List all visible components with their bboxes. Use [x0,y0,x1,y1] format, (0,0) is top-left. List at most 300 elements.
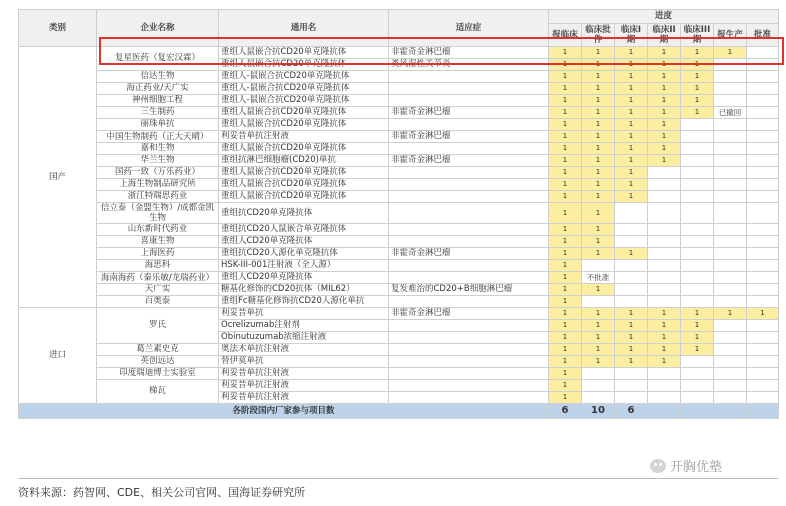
company-cell: 百奥泰 [97,296,219,308]
stage-cell: 1 [648,143,681,155]
stage-cell: 1 [681,308,714,320]
stage-cell [681,260,714,272]
wechat-icon [650,459,666,473]
stage-cell [714,167,747,179]
company-cell: 梯瓦 [97,380,219,404]
stage-cell: 1 [549,272,582,284]
stage-cell: 1 [582,167,615,179]
stage-cell [714,380,747,392]
generic-name-cell: 重组人CD20单克隆抗体 [219,236,389,248]
stage-cell: 1 [615,191,648,203]
stage-cell [681,272,714,284]
stage-cell: 1 [582,203,615,224]
indication-cell: 复发难治的CD20+B细胞淋巴瘤 [389,284,549,296]
stage-cell [747,296,779,308]
stage-cell [648,203,681,224]
stage-cell [615,368,648,380]
indication-cell [389,83,549,95]
indication-cell: 非霍奇金淋巴瘤 [389,155,549,167]
stage-cell [747,71,779,83]
stage-cell [714,284,747,296]
stage-cell [747,380,779,392]
stage-cell: 不批准 [582,272,615,284]
header-company: 企业名称 [97,10,219,47]
stage-cell [714,119,747,131]
stage-cell [648,260,681,272]
table-row [19,260,779,272]
generic-name-cell: 重组人鼠嵌合抗CD20单克隆抗体 [219,47,389,59]
stage-cell [582,380,615,392]
stage-cell [747,320,779,332]
stage-cell [714,248,747,260]
stage-cell [648,224,681,236]
stage-cell: 1 [615,155,648,167]
company-cell: 天广实 [97,284,219,296]
stage-cell [681,392,714,404]
stage-cell [714,191,747,203]
stage-cell: 1 [549,392,582,404]
table-row [19,143,779,155]
total-value [714,404,747,419]
stage-cell: 1 [648,107,681,119]
table-row [19,272,779,284]
generic-name-cell: 替伊莫单抗 [219,356,389,368]
stage-header: 临床III期 [681,24,714,47]
stage-cell [747,284,779,296]
stage-cell [648,380,681,392]
table-row [19,236,779,248]
header-row [19,10,779,24]
stage-cell: 1 [648,95,681,107]
company-cell: 中国生物制药（正大天晴） [97,131,219,143]
stage-cell: 1 [615,356,648,368]
stage-cell [582,392,615,404]
stage-cell: 1 [615,107,648,119]
stage-cell [714,224,747,236]
table-row [19,71,779,83]
stage-cell [747,248,779,260]
category-cell: 国产 [19,47,97,308]
stage-cell: 1 [615,344,648,356]
stage-cell: 1 [549,191,582,203]
company-cell: 神州细胞工程 [97,95,219,107]
table-row [19,248,779,260]
stage-cell [648,368,681,380]
stage-cell: 1 [681,332,714,344]
stage-cell [714,143,747,155]
stage-cell [714,179,747,191]
stage-cell: 1 [582,119,615,131]
company-cell: 三生制药 [97,107,219,119]
stage-cell: 1 [681,107,714,119]
stage-cell: 1 [549,155,582,167]
stage-cell [714,344,747,356]
table-row [19,179,779,191]
stage-cell: 1 [615,95,648,107]
stage-cell: 1 [615,71,648,83]
stage-cell [714,356,747,368]
table-row [19,368,779,380]
stage-cell: 1 [747,308,779,320]
stage-cell [747,95,779,107]
stage-cell [681,284,714,296]
stage-header: 报临床 [549,24,582,47]
company-cell: 上海生物制品研究所 [97,179,219,191]
stage-cell [747,368,779,380]
generic-name-cell: 奥法木单抗注射液 [219,344,389,356]
stage-cell: 1 [615,47,648,59]
stage-cell: 1 [615,131,648,143]
stage-cell: 1 [582,131,615,143]
stage-cell [648,248,681,260]
table-row [19,308,779,320]
total-value: 6 [549,404,582,419]
table-row [19,344,779,356]
indication-cell [389,344,549,356]
table-row [19,203,779,224]
stage-cell [681,143,714,155]
stage-cell: 1 [681,47,714,59]
stage-cell: 1 [648,119,681,131]
stage-cell [747,392,779,404]
stage-cell: 1 [549,248,582,260]
stage-cell [681,248,714,260]
total-value [648,404,681,419]
stage-cell: 1 [549,296,582,308]
stage-cell [615,224,648,236]
stage-cell: 1 [582,59,615,71]
stage-cell [648,296,681,308]
stage-cell [681,119,714,131]
stage-cell: 1 [549,224,582,236]
table-row [19,167,779,179]
header-category: 类别 [19,10,97,47]
stage-cell [615,296,648,308]
stage-cell [747,155,779,167]
company-cell: 嘉和生物 [97,143,219,155]
company-cell: 海思科 [97,260,219,272]
stage-cell: 1 [549,167,582,179]
stage-cell: 1 [582,236,615,248]
stage-cell: 1 [615,83,648,95]
company-cell: 英创远达 [97,356,219,368]
totals-row [19,404,779,419]
stage-cell: 1 [549,143,582,155]
stage-cell: 1 [549,380,582,392]
indication-cell [389,392,549,404]
stage-cell: 1 [615,320,648,332]
company-cell: 葛兰素史克 [97,344,219,356]
generic-name-cell: 重组Fc糖基化修饰抗CD20人源化单抗 [219,296,389,308]
indication-cell [389,296,549,308]
stage-cell [648,191,681,203]
generic-name-cell: 重组抗CD20单克隆抗体 [219,203,389,224]
company-cell: 国药一致（万乐药业） [97,167,219,179]
stage-header: 临床批件 [582,24,615,47]
stage-cell: 1 [582,179,615,191]
stage-cell [681,236,714,248]
stage-cell: 1 [549,59,582,71]
stage-cell [714,131,747,143]
stage-cell: 1 [582,344,615,356]
stage-cell [648,236,681,248]
stage-cell: 1 [582,71,615,83]
generic-name-cell: 重组人鼠嵌合抗CD20单克隆抗体 [219,143,389,155]
stage-cell: 1 [549,308,582,320]
stage-cell [747,131,779,143]
stage-cell: 1 [615,143,648,155]
indication-cell [389,191,549,203]
stage-cell: 1 [615,332,648,344]
stage-cell: 1 [549,203,582,224]
category-cell: 进口 [19,308,97,404]
indication-cell [389,203,549,224]
stage-cell [714,203,747,224]
stage-cell: 1 [549,179,582,191]
company-cell: 复星医药（复宏汉霖） [97,47,219,71]
stage-cell [648,392,681,404]
stage-cell: 1 [582,191,615,203]
company-cell: 印度瑞迪博士实验室 [97,368,219,380]
stage-cell [747,119,779,131]
stage-cell: 1 [582,332,615,344]
table-row [19,107,779,119]
stage-cell [648,167,681,179]
indication-cell [389,224,549,236]
total-value: 6 [615,404,648,419]
stage-cell [747,356,779,368]
stage-cell: 1 [648,320,681,332]
indication-cell [389,179,549,191]
stage-cell [681,131,714,143]
stage-cell [747,203,779,224]
stage-cell [714,296,747,308]
stage-cell: 1 [648,131,681,143]
stage-cell [681,155,714,167]
stage-cell [681,368,714,380]
stage-cell: 1 [681,83,714,95]
stage-cell: 1 [648,59,681,71]
table-row [19,284,779,296]
company-cell: 丽珠单抗 [97,119,219,131]
stage-cell [747,260,779,272]
stage-cell: 1 [549,356,582,368]
stage-cell: 1 [582,95,615,107]
generic-name-cell: 重组抗CD20人鼠嵌合单克隆抗体 [219,224,389,236]
stage-cell [681,296,714,308]
stage-cell: 1 [681,344,714,356]
stage-cell [582,260,615,272]
stage-cell: 1 [549,284,582,296]
stage-cell [747,83,779,95]
indication-cell: 非霍奇金淋巴瘤 [389,131,549,143]
stage-cell [615,203,648,224]
indication-cell [389,236,549,248]
stage-cell [714,83,747,95]
stage-header: 批准 [747,24,779,47]
generic-name-cell: 重组抗CD20人源化单克隆抗体 [219,248,389,260]
divider [18,478,778,479]
company-cell: 浙江特瑞思药业 [97,191,219,203]
stage-cell [747,143,779,155]
stage-cell: 1 [549,47,582,59]
source-note: 资料来源：药智网、CDE、相关公司官网、国海证券研究所 [18,486,306,499]
stage-cell [681,203,714,224]
stage-cell: 1 [648,344,681,356]
stage-cell: 1 [582,320,615,332]
cd20-pipeline-table [18,9,779,419]
table-row [19,155,779,167]
stage-cell [714,260,747,272]
stage-cell [714,368,747,380]
stage-cell [714,236,747,248]
generic-name-cell: 重组人鼠嵌合抗CD20单克隆抗体 [219,179,389,191]
stage-cell: 1 [549,83,582,95]
generic-name-cell: 重组人-鼠嵌合抗CD20单克隆抗体 [219,71,389,83]
indication-cell [389,356,549,368]
indication-cell [389,332,549,344]
stage-cell: 1 [582,83,615,95]
stage-header: 报生产 [714,24,747,47]
stage-cell [681,179,714,191]
table-row [19,47,779,59]
generic-name-cell: 利妥昔单抗注射液 [219,392,389,404]
generic-name-cell: 重组人CD20单克隆抗体 [219,272,389,284]
stage-cell: 1 [582,143,615,155]
stage-cell: 1 [615,308,648,320]
stage-cell [681,224,714,236]
stage-cell: 1 [582,284,615,296]
stage-cell: 1 [615,167,648,179]
table-row [19,131,779,143]
indication-cell [389,71,549,83]
stage-header: 临床I期 [615,24,648,47]
total-value [681,404,714,419]
generic-name-cell: HSK-III-001注射液（全人源） [219,260,389,272]
total-value [747,404,779,419]
company-cell: 山东新时代药业 [97,224,219,236]
stage-cell [681,191,714,203]
indication-cell [389,95,549,107]
stage-header: 临床II期 [648,24,681,47]
indication-cell [389,167,549,179]
stage-cell: 1 [648,356,681,368]
generic-name-cell: 利妥昔单抗注射液 [219,380,389,392]
stage-cell [714,59,747,71]
stage-cell [714,320,747,332]
generic-name-cell: 重组人鼠嵌合抗CD20单克隆抗体 [219,59,389,71]
stage-cell: 1 [582,356,615,368]
stage-cell: 1 [681,71,714,83]
total-value: 10 [582,404,615,419]
stage-cell [747,107,779,119]
company-cell: 海正药业/天广实 [97,83,219,95]
company-cell: 罗氏 [97,308,219,344]
table-row [19,119,779,131]
indication-cell: 非霍奇金淋巴瘤 [389,47,549,59]
stage-cell: 1 [615,59,648,71]
stage-cell: 1 [549,320,582,332]
indication-cell [389,380,549,392]
indication-cell [389,143,549,155]
company-cell: 信达生物 [97,71,219,83]
generic-name-cell: 重组人鼠嵌合抗CD20单克隆抗体 [219,119,389,131]
stage-cell [648,272,681,284]
stage-cell [714,332,747,344]
stage-cell [615,284,648,296]
stage-cell: 已撤回 [714,107,747,119]
company-cell: 华兰生物 [97,155,219,167]
stage-cell [747,332,779,344]
stage-cell: 1 [681,95,714,107]
stage-cell [714,71,747,83]
indication-cell [389,320,549,332]
generic-name-cell: 重组人鼠嵌合抗CD20单克隆抗体 [219,107,389,119]
stage-cell: 1 [681,320,714,332]
totals-label: 各阶段国内厂家参与项目数 [19,404,549,419]
table-row [19,224,779,236]
stage-cell: 1 [549,236,582,248]
generic-name-cell: Obinutuzumab浓缩注射液 [219,332,389,344]
indication-cell [389,368,549,380]
generic-name-cell: 重组抗淋巴细胞瘤(CD20)单抗 [219,155,389,167]
stage-cell: 1 [549,344,582,356]
stage-cell: 1 [648,155,681,167]
company-cell: 信立泰（金盟生物）/成都金凯生物 [97,203,219,224]
stage-cell: 1 [549,107,582,119]
stage-cell: 1 [615,119,648,131]
watermark-text: 开胸优塾 [670,460,723,475]
stage-cell [681,356,714,368]
stage-cell [615,260,648,272]
stage-cell: 1 [549,131,582,143]
stage-cell [747,236,779,248]
watermark [650,456,722,475]
stage-cell [582,296,615,308]
indication-cell: 类风湿性关节炎 [389,59,549,71]
stage-cell: 1 [582,224,615,236]
stage-cell [714,272,747,284]
stage-cell [648,179,681,191]
stage-cell: 1 [648,332,681,344]
stage-cell: 1 [615,248,648,260]
generic-name-cell: 利妥昔单抗 [219,308,389,320]
stage-cell [615,272,648,284]
indication-cell [389,272,549,284]
stage-cell: 1 [648,83,681,95]
indication-cell: 非霍奇金淋巴瘤 [389,107,549,119]
stage-cell: 1 [648,47,681,59]
stage-cell: 1 [582,107,615,119]
stage-cell [615,236,648,248]
stage-cell [747,191,779,203]
stage-cell: 1 [549,71,582,83]
generic-name-cell: 利妥昔单抗注射液 [219,131,389,143]
indication-cell [389,260,549,272]
stage-cell: 1 [714,308,747,320]
stage-cell [747,179,779,191]
stage-cell: 1 [615,179,648,191]
table-row [19,95,779,107]
stage-cell [747,272,779,284]
indication-cell: 非霍奇金淋巴瘤 [389,308,549,320]
stage-cell: 1 [714,47,747,59]
generic-name-cell: 糖基化修饰的CD20抗体（MIL62） [219,284,389,296]
stage-cell [714,95,747,107]
stage-cell: 1 [549,260,582,272]
header-generic: 通用名 [219,10,389,47]
stage-cell [615,392,648,404]
